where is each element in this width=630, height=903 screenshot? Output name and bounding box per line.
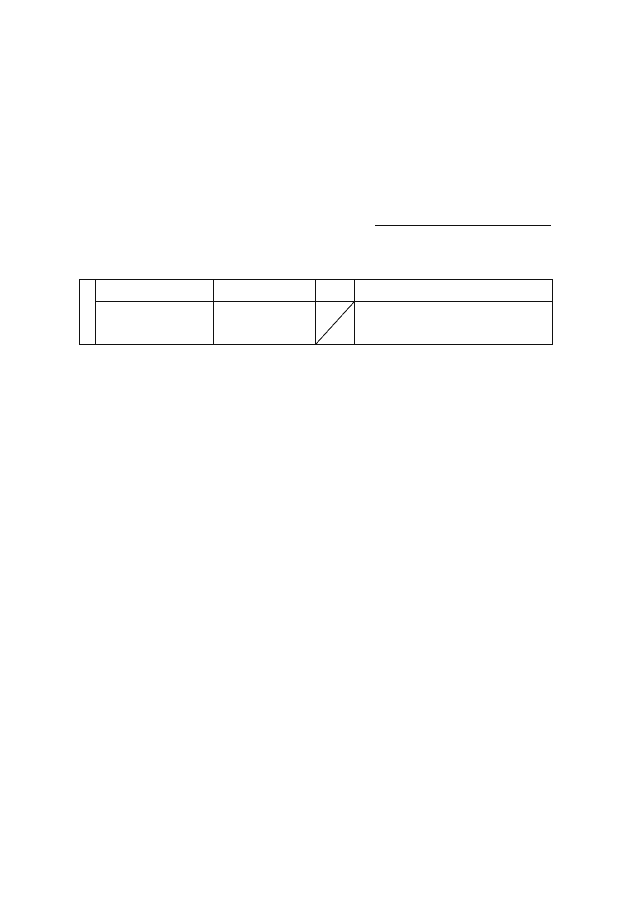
applicant-name-field[interactable]	[375, 225, 551, 226]
self-name-field[interactable]	[95, 302, 213, 344]
